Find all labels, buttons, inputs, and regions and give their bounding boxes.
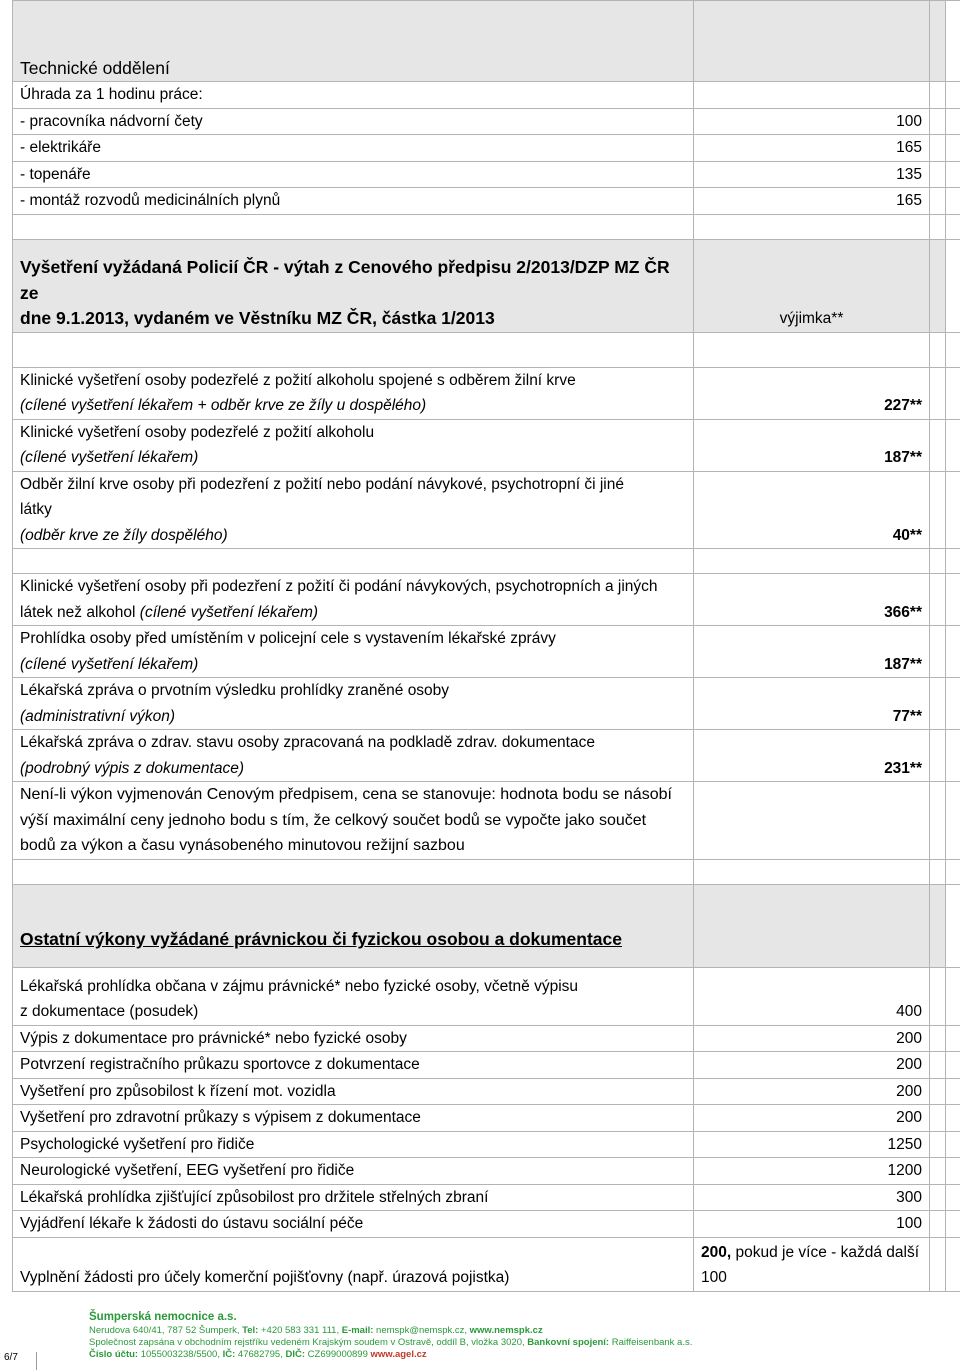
dic-label: DIČ:: [285, 1349, 306, 1360]
section-title-text: Ostatní výkony vyžádané právnickou či fyzickou osobou a dokumentace: [20, 929, 622, 949]
table-row: [13, 188, 960, 215]
section-header-other: [13, 884, 960, 967]
row-line: (cílené vyšetření lékařem): [20, 655, 199, 673]
account: 1055003238/5500,: [138, 1349, 223, 1360]
row-label: Vyplnění žádosti pro účely komerční pojišťovny (např. úrazová pojistka): [13, 1237, 694, 1291]
row-line: (odběr krve ze žíly dospělého): [20, 526, 228, 544]
table-row: [13, 1131, 960, 1158]
section-header-police: [13, 239, 960, 332]
bank: Raiffeisenbank a.s.: [609, 1337, 693, 1348]
row-value: 1250: [694, 1131, 930, 1158]
price-table: [12, 0, 960, 1292]
value-next: 100: [701, 1269, 727, 1286]
address: Nerudova 640/41, 787 52 Šumperk,: [89, 1325, 243, 1336]
row-value: 165: [694, 188, 930, 215]
registry-text: Společnost zapsána v obchodním rejstříku vedeném Krajským soudem v Ostravě, oddíl B, vložka 3020,: [89, 1337, 528, 1348]
row-label: - topenáře: [13, 161, 694, 188]
row-value: 40**: [694, 471, 930, 549]
row-label: - elektrikáře: [13, 135, 694, 162]
row-value: 231**: [694, 730, 930, 782]
row-line: (cílené vyšetření lékařem): [20, 449, 199, 466]
table-row: [13, 135, 960, 162]
title-line: Vyšetření vyžádaná Policií ČR - výtah z Cenového předpisu 2/2013/DZP MZ ČR ze: [20, 257, 670, 303]
row-line: (cílené vyšetření lékařem + odběr krve ze žíly u dospělého): [20, 397, 427, 414]
row-value: 200: [694, 1105, 930, 1132]
row-label: [13, 730, 694, 782]
row-line: látky: [20, 501, 52, 518]
table-row: [13, 1237, 960, 1291]
page-number: 6/7: [0, 1352, 37, 1370]
row-value: 200: [694, 1025, 930, 1052]
row-value: 200: [694, 1078, 930, 1105]
row-value: 227**: [694, 367, 930, 419]
row-value: 200: [694, 1052, 930, 1079]
note-line: bodů za výkon a času vynásobeného minutovou režijní sazbou: [20, 837, 465, 854]
bank-label: Bankovní spojení:: [527, 1337, 610, 1348]
table-row: [13, 161, 960, 188]
footer-registry-line: [89, 1337, 692, 1349]
row-label: Lékařská prohlídka zjišťující způsobilost pro držitele střelných zbraní: [13, 1184, 694, 1211]
row-line: Klinické vyšetření osoby při podezření z požití či podání návykových, psychotropních a jiných: [20, 578, 658, 595]
website-link[interactable]: www.nemspk.cz: [469, 1325, 543, 1336]
row-label: Vyšetření pro zdravotní průkazy s výpisem z dokumentace: [13, 1105, 694, 1132]
row-line: Klinické vyšetření osoby podezřelé z požití alkoholu spojené s odběrem žilní krve: [20, 371, 576, 389]
row-line: Lékařská prohlídka občana v zájmu právnické* nebo fyzické osoby, včetně výpisu: [20, 977, 579, 995]
row-label: Vyšetření pro způsobilost k řízení mot. vozidla: [13, 1078, 694, 1105]
row-line: Lékařská zpráva o prvotním výsledku prohlídky zraněné osoby: [20, 682, 450, 699]
email-link[interactable]: nemspk@nemspk.cz,: [373, 1325, 470, 1336]
row-value: 366**: [694, 574, 930, 626]
section-title: [13, 884, 694, 967]
row-line: (podrobný výpis z dokumentace): [20, 759, 245, 777]
row-label: Neurologické vyšetření, EEG vyšetření pro řidiče: [13, 1158, 694, 1185]
row-label: [13, 574, 694, 626]
table-row: [13, 1025, 960, 1052]
row-value: 135: [694, 161, 930, 188]
note-row: [13, 782, 960, 860]
table-row: [13, 108, 960, 135]
row-label: [13, 678, 694, 730]
section-title: Technické oddělení: [13, 1, 694, 82]
table-row: [13, 1105, 960, 1132]
row-text: látek než alkohol: [20, 603, 140, 621]
row-value: 187**: [694, 419, 930, 471]
row-value: 77**: [694, 678, 930, 730]
table-row: [13, 1078, 960, 1105]
table-row: [13, 967, 960, 1025]
row-value: [694, 1237, 930, 1291]
row-value: 100: [694, 1211, 930, 1238]
tel-label: Tel:: [242, 1325, 259, 1336]
note-line: výší maximální ceny jednoho bodu s tím, že celkový součet bodů se vypočte jako součet: [20, 811, 647, 829]
row-label: Vyjádření lékaře k žádosti do ústavu sociální péče: [13, 1211, 694, 1238]
title-line: dne 9.1.2013, vydaném ve Věstníku MZ ČR, částka 1/2013: [20, 308, 495, 328]
pricing-note: [13, 782, 694, 860]
dic: CZ699000899: [305, 1349, 371, 1360]
table-row: [13, 82, 960, 109]
exception-note: výjimka**: [694, 239, 930, 332]
table-row: [13, 367, 960, 419]
account-label: Číslo účtu:: [89, 1349, 139, 1360]
company-name: Šumperská nemocnice a.s.: [89, 1311, 237, 1323]
table-row: [13, 1158, 960, 1185]
row-line: z dokumentace (posudek): [20, 1003, 199, 1020]
footer-company-info: [89, 1310, 692, 1361]
row-line: [20, 600, 686, 626]
row-label: [13, 626, 694, 678]
row-label: Psychologické vyšetření pro řidiče: [13, 1131, 694, 1158]
row-label: - pracovníka nádvorní čety: [13, 108, 694, 135]
email-label: E-mail:: [341, 1325, 374, 1336]
row-label: [13, 967, 694, 1025]
page-footer: [0, 1310, 960, 1370]
row-line: Prohlídka osoby před umístěním v policejní cele s vystavením lékařské zprávy: [20, 630, 556, 647]
row-label: [13, 471, 694, 549]
section-header-technical: [13, 1, 960, 82]
footer-contact-line: [89, 1325, 692, 1337]
row-label: [13, 419, 694, 471]
row-line: Klinické vyšetření osoby podezřelé z požití alkoholu: [20, 423, 375, 441]
row-value: 165: [694, 135, 930, 162]
table-row: [13, 678, 960, 730]
table-row: [13, 574, 960, 626]
footer-ids-line: [89, 1349, 692, 1361]
row-line: (administrativní výkon): [20, 707, 176, 725]
row-label: Úhrada za 1 hodinu práce:: [13, 82, 694, 109]
ico: 47682795,: [235, 1349, 286, 1360]
spacer-row: [13, 549, 960, 574]
row-label: - montáž rozvodů medicinálních plynů: [13, 188, 694, 215]
row-value: 100: [694, 108, 930, 135]
spacer-row: [13, 214, 960, 239]
table-row: [13, 1211, 960, 1238]
table-row: [13, 419, 960, 471]
row-value: 187**: [694, 626, 930, 678]
note-line: Není-li výkon vyjmenován Cenovým předpisem, cena se stanovuje: hodnota bodu se násobí: [20, 786, 672, 803]
row-label: Výpis z dokumentace pro právnické* nebo fyzické osoby: [13, 1025, 694, 1052]
value-primary: 200,: [701, 1243, 732, 1261]
row-value: 400: [694, 967, 930, 1025]
section-title: [13, 239, 694, 332]
table-row: [13, 730, 960, 782]
agel-website-link[interactable]: www.agel.cz: [370, 1349, 427, 1360]
row-label: [13, 367, 694, 419]
table-row: [13, 471, 960, 549]
tel: +420 583 331 111,: [258, 1325, 342, 1336]
row-line: Lékařská zpráva o zdrav. stavu osoby zpracovaná na podkladě zdrav. dokumentace: [20, 734, 595, 751]
table-row: [13, 1184, 960, 1211]
spacer-row: [13, 332, 960, 367]
spacer-row: [13, 859, 960, 884]
row-line: Odběr žilní krve osoby při podezření z požití nebo podání návykové, psychotropní či jiné: [20, 475, 624, 493]
row-text: (cílené vyšetření lékařem): [139, 603, 319, 621]
ico-label: IČ:: [222, 1349, 236, 1360]
table-row: [13, 626, 960, 678]
row-value: 300: [694, 1184, 930, 1211]
table-row: [13, 1052, 960, 1079]
row-value: 1200: [694, 1158, 930, 1185]
value-note: pokud je více - každá další: [731, 1243, 919, 1261]
row-label: Potvrzení registračního průkazu sportovce z dokumentace: [13, 1052, 694, 1079]
